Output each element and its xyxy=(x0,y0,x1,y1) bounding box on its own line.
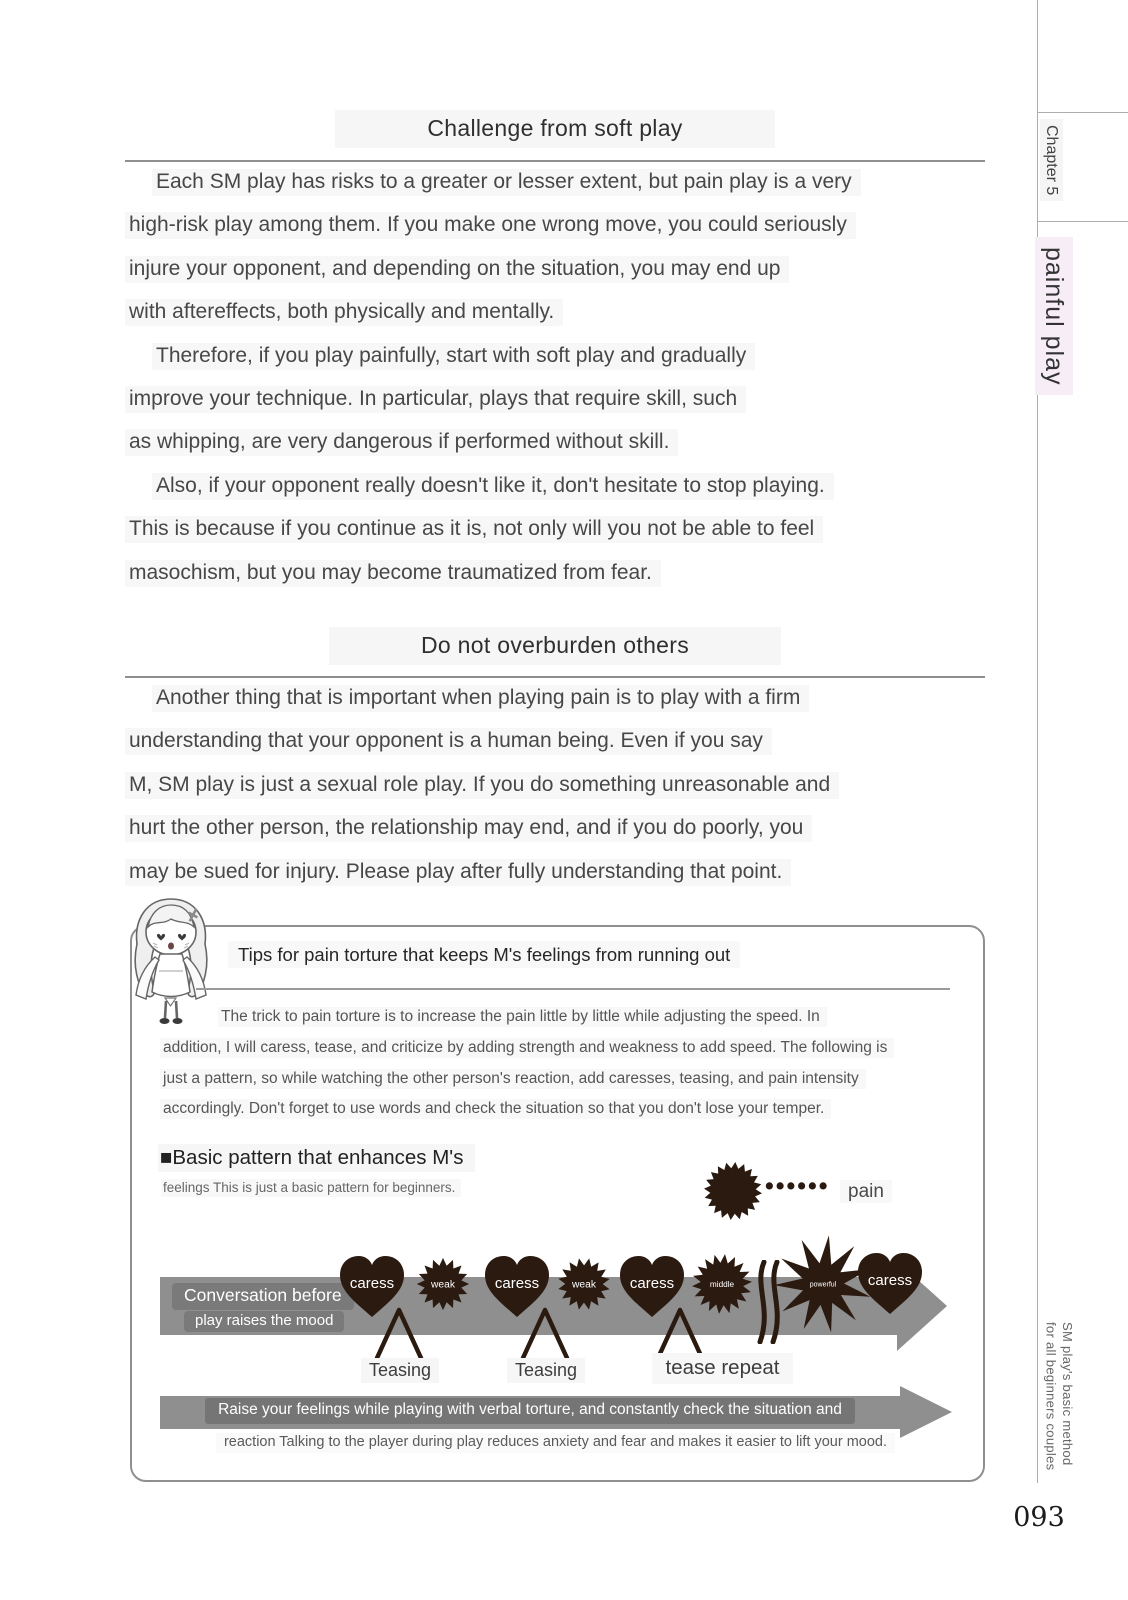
weak-burst-icon xyxy=(556,1256,612,1312)
caress-label: caress xyxy=(494,1275,540,1292)
caress-label: caress xyxy=(867,1272,913,1289)
section1-rule xyxy=(125,160,985,162)
caress-heart-icon xyxy=(853,1250,927,1318)
text-line: hurt the other person, the relationship may end, and if you do poorly, you xyxy=(125,816,1000,859)
text-line: understanding that your opponent is a human being. Even if you say xyxy=(125,729,1000,772)
sidebar-footer xyxy=(1042,1322,1075,1470)
text-line: injure your opponent, and depending on the situation, you may end up xyxy=(125,257,1000,300)
text-line: just a pattern, so while watching the other person's reaction, add caresses, teasing, and pain intensity xyxy=(160,1070,960,1101)
pattern-heading: ■Basic pattern that enhances M's xyxy=(158,1146,475,1170)
tips-title: Tips for pain torture that keeps M's feelings from running out xyxy=(228,941,740,968)
teasing-label: Teasing xyxy=(486,1360,606,1381)
sidebar-footer-line: for all beginners couples xyxy=(1043,1322,1059,1471)
section1-paragraph xyxy=(125,170,1000,604)
bottom-arrow-text: Raise your feelings while playing with verbal torture, and constantly check the situation and xyxy=(205,1398,855,1424)
tease-repeat-label: tease repeat xyxy=(640,1356,805,1380)
sidebar-vertical-rule xyxy=(1037,0,1038,1483)
text-line: improve your technique. In particular, plays that require skill, such xyxy=(125,387,1000,430)
diagram-caption: reaction Talking to the player during play reduces anxiety and fear and makes it easier to lift your mood. xyxy=(130,1434,981,1450)
text-line: This is because if you continue as it is, not only will you not be able to feel xyxy=(125,517,1000,560)
bottom-arrow-head xyxy=(900,1386,952,1438)
weak-burst-icon xyxy=(415,1256,471,1312)
start-chip-line2: play raises the mood xyxy=(184,1311,344,1332)
section2-paragraph xyxy=(125,686,1000,903)
middle-label: middle xyxy=(709,1279,735,1289)
sidebar-horizontal-rule xyxy=(1037,221,1128,222)
text-line: Each SM play has risks to a greater or lesser extent, but pain play is a very xyxy=(125,170,1000,213)
pause-squiggle-icon xyxy=(750,1260,786,1344)
start-chip-line1: Conversation before xyxy=(172,1283,354,1310)
teasing-caret-icon xyxy=(515,1306,579,1362)
pain-burst-icon xyxy=(702,1160,764,1222)
powerful-label: powerful xyxy=(809,1281,837,1289)
teasing-label: Teasing xyxy=(340,1360,460,1381)
section1-heading-row xyxy=(125,110,985,148)
caress-label: caress xyxy=(629,1275,675,1292)
weak-label: weak xyxy=(431,1279,455,1291)
text-line: masochism, but you may become traumatized from fear. xyxy=(125,561,1000,604)
tips-paragraph xyxy=(160,1008,960,1131)
sidebar-footer-line: SM play's basic method xyxy=(1060,1322,1075,1466)
text-line: with aftereffects, both physically and mentally. xyxy=(125,300,1000,343)
page-number: 093 xyxy=(1013,1502,1065,1533)
section1-heading: Challenge from soft play xyxy=(335,110,774,148)
chapter-title: painful play xyxy=(1039,237,1068,395)
text-line: may be sued for injury. Please play after fully understanding that point. xyxy=(125,860,1000,903)
text-line: high-risk play among them. If you make one wrong move, you could seriously xyxy=(125,213,1000,256)
text-line: accordingly. Don't forget to use words and check the situation so that you don't lose your temper. xyxy=(160,1100,960,1131)
text-line: Another thing that is important when playing pain is to play with a firm xyxy=(125,686,1000,729)
sidebar-horizontal-rule xyxy=(1037,112,1128,113)
weak-label: weak xyxy=(572,1279,596,1291)
tips-title-row xyxy=(228,944,740,966)
text-line: The trick to pain torture is to increase the pain little by little while adjusting the speed. In xyxy=(160,1008,960,1039)
teasing-caret-icon xyxy=(369,1306,433,1362)
text-line: as whipping, are very dangerous if performed without skill. xyxy=(125,430,1000,473)
pattern-note: feelings This is just a basic pattern for beginners. xyxy=(161,1180,461,1195)
text-line: Also, if your opponent really doesn't like it, don't hesitate to stop playing. xyxy=(125,474,1000,517)
text-line: Therefore, if you play painfully, start with soft play and gradually xyxy=(125,344,1000,387)
section2-heading-row xyxy=(125,627,985,665)
section2-rule xyxy=(125,676,985,678)
chapter-label: Chapter 5 xyxy=(1042,119,1060,201)
tips-rule xyxy=(196,988,950,990)
legend-pain-label: pain xyxy=(840,1181,892,1203)
section2-heading: Do not overburden others xyxy=(329,627,781,665)
legend-dots: •••••• xyxy=(765,1172,830,1200)
text-line: addition, I will caress, tease, and criticize by adding strength and weakness to add speed. The following is xyxy=(160,1039,960,1070)
text-line: M, SM play is just a sexual role play. If you do something unreasonable and xyxy=(125,773,1000,816)
bottom-arrow-text-row xyxy=(160,1398,900,1424)
caress-label: caress xyxy=(349,1275,395,1292)
